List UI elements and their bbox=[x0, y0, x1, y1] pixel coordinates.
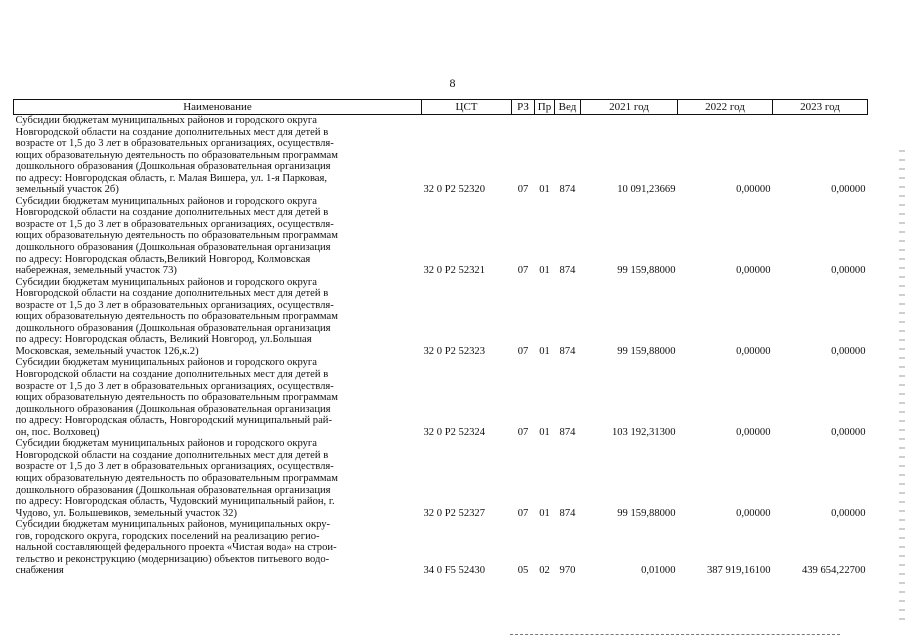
row-2021: 99 159,88000 bbox=[617, 265, 676, 277]
header-rz: РЗ bbox=[512, 100, 535, 115]
row-name-line: Субсидии бюджетам муниципальных районов и городского округа bbox=[15, 276, 317, 288]
row-pr: 01 bbox=[539, 184, 550, 196]
row-cst: 32 0 P2 52320 bbox=[423, 184, 486, 196]
row-name-line: Новгородской области на создание дополнительных мест для детей в bbox=[15, 369, 329, 381]
header-ved: Вед bbox=[555, 100, 581, 115]
row-name-line: дошкольного образования (Дошкольная образовательная организация bbox=[15, 403, 331, 415]
row-ved: 970 bbox=[559, 565, 576, 577]
row-cst: 32 0 P2 52327 bbox=[423, 507, 486, 519]
table-row bbox=[14, 115, 868, 196]
row-name-line: дошкольного образования (Дошкольная образовательная организация bbox=[15, 322, 331, 334]
row-name-line: возрасте от 1,5 до 3 лет в образовательных организациях, осуществля- bbox=[15, 138, 334, 150]
header-pr: Пр bbox=[535, 100, 555, 115]
row-2022: 0,00000 bbox=[736, 184, 771, 196]
row-2021: 10 091,23669 bbox=[617, 184, 676, 196]
row-name-line: по адресу: Новгородская область,Великий Новгород, Колмовская bbox=[15, 253, 311, 265]
row-2021: 99 159,88000 bbox=[617, 345, 676, 357]
row-name-line: нальной составляющей федерального проекта «Чистая вода» на строи- bbox=[15, 542, 337, 554]
row-cst: 32 0 P2 52323 bbox=[423, 345, 486, 357]
row-name-line: ющих образовательную деятельность по образовательным программам bbox=[15, 392, 338, 404]
row-ved: 874 bbox=[559, 345, 576, 357]
row-ved: 874 bbox=[559, 184, 576, 196]
row-2022: 0,00000 bbox=[736, 426, 771, 438]
row-name-line: Московская, земельный участок 126,к.2) bbox=[15, 345, 199, 357]
row-name-line: земельный участок 2б) bbox=[15, 184, 119, 196]
row-name-line: Субсидии бюджетам муниципальных районов и городского округа bbox=[15, 438, 317, 450]
header-2021: 2021 год bbox=[581, 100, 678, 115]
row-name-line: дошкольного образования (Дошкольная образовательная организация bbox=[15, 161, 331, 173]
row-name-line: Новгородской области на создание дополнительных мест для детей в bbox=[15, 207, 329, 219]
row-2022: 0,00000 bbox=[736, 507, 771, 519]
row-2023: 0,00000 bbox=[831, 184, 866, 196]
row-2023: 0,00000 bbox=[831, 345, 866, 357]
row-name-line: возрасте от 1,5 до 3 лет в образовательных организациях, осуществля- bbox=[15, 380, 334, 392]
row-rz: 07 bbox=[517, 507, 529, 519]
table-body bbox=[14, 115, 868, 577]
row-2023: 0,00000 bbox=[831, 426, 866, 438]
row-name bbox=[14, 196, 422, 277]
row-name-line: снабжения bbox=[15, 565, 64, 577]
row-name-line: он, пос. Волховец) bbox=[15, 426, 100, 438]
row-2023: 0,00000 bbox=[831, 507, 866, 519]
row-name-line: по адресу: Новгородская область, Чудовский муниципальный район, г. bbox=[15, 496, 335, 508]
row-name bbox=[14, 115, 422, 196]
row-ved: 874 bbox=[559, 265, 576, 277]
row-2022: 0,00000 bbox=[736, 345, 771, 357]
row-name-line: Субсидии бюджетам муниципальных районов и городского округа bbox=[15, 195, 317, 207]
header-2022: 2022 год bbox=[678, 100, 773, 115]
row-2021: 103 192,31300 bbox=[611, 426, 676, 438]
row-name-line: Новгородской области на создание дополнительных мест для детей в bbox=[15, 126, 329, 138]
row-rz: 07 bbox=[517, 345, 529, 357]
row-name-line: Субсидии бюджетам муниципальных районов и городского округа bbox=[15, 115, 317, 126]
row-pr: 01 bbox=[539, 507, 550, 519]
row-name-line: по адресу: Новгородская область, г. Малая Вишера, ул. 1-я Парковая, bbox=[15, 172, 328, 184]
row-name-line: Новгородской области на создание дополнительных мест для детей в bbox=[15, 449, 329, 461]
row-cst: 32 0 P2 52324 bbox=[423, 426, 486, 438]
table-row bbox=[14, 196, 868, 277]
row-cst: 34 0 F5 52430 bbox=[423, 565, 486, 577]
row-name-line: ющих образовательную деятельность по образовательным программам bbox=[15, 230, 338, 242]
header-cst: ЦСТ bbox=[422, 100, 512, 115]
row-name-line: по адресу: Новгородская область, Новгородский муниципальный рай- bbox=[15, 415, 332, 427]
table-header-row bbox=[14, 100, 868, 115]
row-ved: 874 bbox=[559, 507, 576, 519]
row-name-line: Субсидии бюджетам муниципальных районов и городского округа bbox=[15, 357, 317, 369]
row-rz: 07 bbox=[517, 184, 529, 196]
row-rz: 07 bbox=[517, 265, 529, 277]
row-2022: 0,00000 bbox=[736, 265, 771, 277]
bottom-rule bbox=[510, 634, 840, 637]
row-pr: 01 bbox=[539, 426, 550, 438]
row-pr: 01 bbox=[539, 345, 550, 357]
scan-edge bbox=[899, 150, 905, 620]
header-name: Наименование bbox=[14, 100, 422, 115]
row-2021: 0,01000 bbox=[641, 565, 676, 577]
budget-table bbox=[13, 99, 868, 577]
row-2021: 99 159,88000 bbox=[617, 507, 676, 519]
row-name-line: набережная, земельный участок 73) bbox=[15, 265, 177, 277]
row-name-line: тельство и реконструкцию (модернизацию) объектов питьевого водо- bbox=[15, 553, 330, 565]
table-row bbox=[14, 438, 868, 519]
row-name-line: гов, городского округа, городских поселений на реализацию регио- bbox=[15, 530, 320, 542]
row-name-line: ющих образовательную деятельность по образовательным программам bbox=[15, 311, 338, 323]
row-name-line: Новгородской области на создание дополнительных мест для детей в bbox=[15, 288, 329, 300]
row-name bbox=[14, 357, 422, 438]
row-name-line: дошкольного образования (Дошкольная образовательная организация bbox=[15, 484, 331, 496]
page-number: 8 bbox=[449, 76, 456, 90]
table-row bbox=[14, 277, 868, 358]
row-name-line: возрасте от 1,5 до 3 лет в образовательных организациях, осуществля- bbox=[15, 299, 334, 311]
header-2023: 2023 год bbox=[773, 100, 868, 115]
row-2022: 387 919,16100 bbox=[706, 565, 771, 577]
row-rz: 05 bbox=[517, 565, 529, 577]
row-2023: 439 654,22700 bbox=[801, 565, 866, 577]
row-name-line: возрасте от 1,5 до 3 лет в образовательных организациях, осуществля- bbox=[15, 461, 334, 473]
row-cst: 32 0 P2 52321 bbox=[423, 265, 486, 277]
row-name-line: по адресу: Новгородская область, Великий Новгород, ул.Большая bbox=[15, 334, 312, 346]
row-pr: 02 bbox=[539, 565, 550, 577]
row-name-line: возрасте от 1,5 до 3 лет в образовательных организациях, осуществля- bbox=[15, 218, 334, 230]
row-name bbox=[14, 277, 422, 358]
row-pr: 01 bbox=[539, 265, 550, 277]
row-name-line: дошкольного образования (Дошкольная образовательная организация bbox=[15, 242, 331, 254]
row-ved: 874 bbox=[559, 426, 576, 438]
row-name bbox=[14, 438, 422, 519]
row-name-line: Чудово, ул. Большевиков, земельный участок 32) bbox=[15, 507, 237, 519]
row-name bbox=[14, 519, 422, 577]
table-row bbox=[14, 519, 868, 577]
row-name-line: ющих образовательную деятельность по образовательным программам bbox=[15, 149, 338, 161]
row-name-line: ющих образовательную деятельность по образовательным программам bbox=[15, 472, 338, 484]
row-2023: 0,00000 bbox=[831, 265, 866, 277]
row-name-line: Субсидии бюджетам муниципальных районов, муниципальных окру- bbox=[15, 519, 331, 531]
table-row bbox=[14, 357, 868, 438]
row-rz: 07 bbox=[517, 426, 529, 438]
